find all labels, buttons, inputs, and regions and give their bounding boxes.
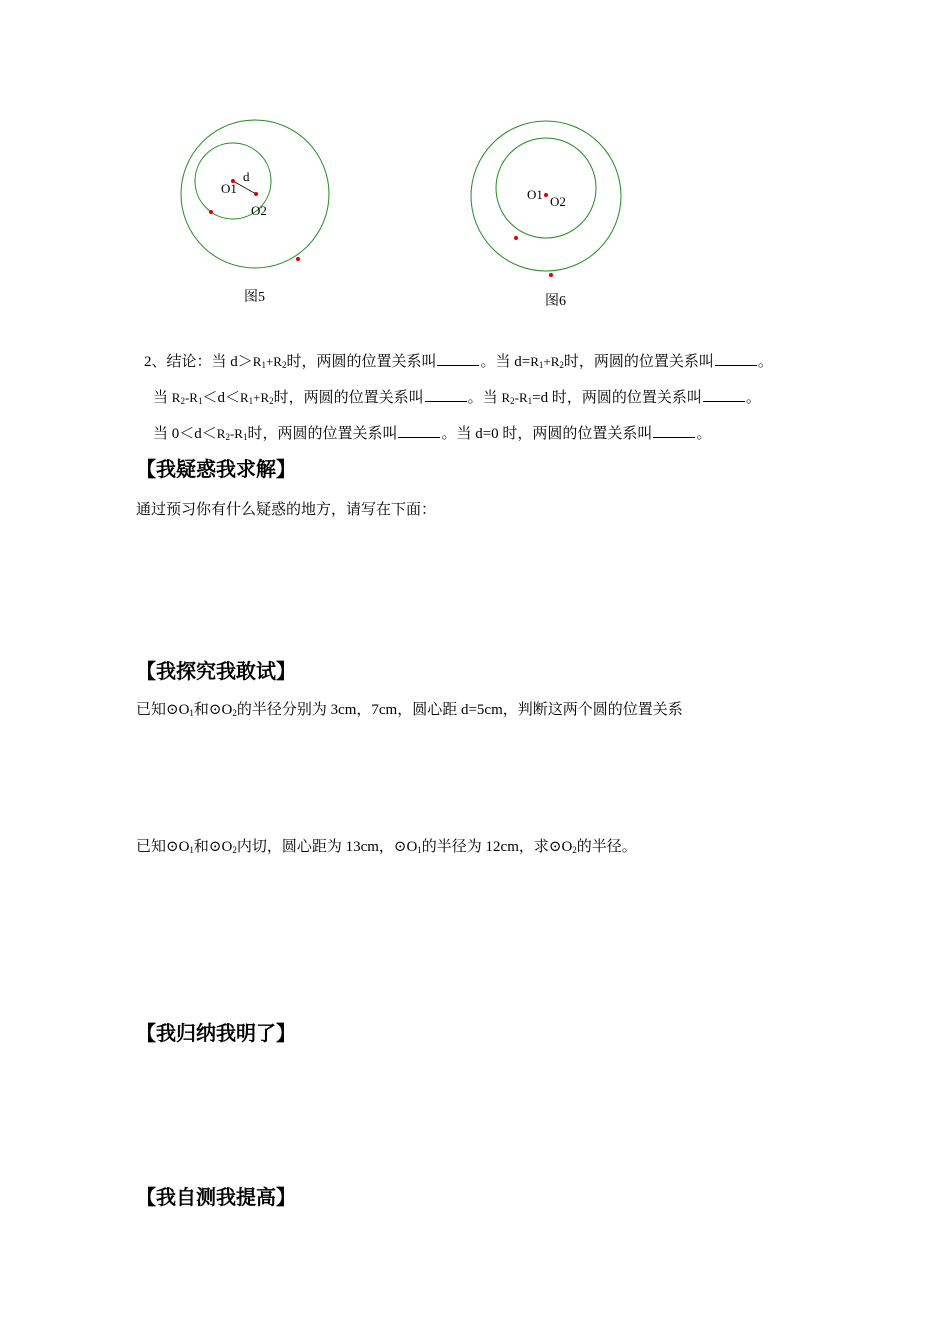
sym: R: [171, 390, 181, 405]
text: ＜d＜: [202, 390, 240, 406]
sub: 2: [572, 845, 577, 855]
text: 已知⊙O: [136, 839, 190, 855]
sub: 1: [261, 360, 266, 370]
sym: R: [501, 390, 511, 405]
text: 时，两圆的位置关系叫: [273, 390, 424, 406]
section-title-selftest: 【我自测我提高】: [136, 1185, 296, 1209]
fig5-caption: 图5: [244, 290, 265, 305]
answer-blank[interactable]: [703, 387, 745, 402]
sub: 1: [248, 396, 254, 406]
text: 时，两圆的位置关系叫: [286, 354, 437, 370]
text: 当 0＜d＜: [153, 426, 217, 442]
text: 2、结论：当 d＞: [144, 354, 253, 370]
fig5-label-d: d: [243, 169, 250, 184]
text: 。: [696, 426, 712, 442]
text: 当: [153, 390, 169, 406]
text: 的半径。: [576, 839, 637, 855]
figure-6: [460, 110, 630, 285]
answer-blank[interactable]: [715, 351, 757, 366]
sym: R: [518, 390, 528, 405]
sym: R: [273, 354, 282, 369]
fig6-label-o2: O2: [550, 194, 566, 209]
sym: -: [184, 390, 190, 405]
sym: R: [530, 354, 539, 369]
text: 已知⊙O: [136, 702, 190, 718]
conclusion-line-3: [153, 423, 711, 444]
conclusion-line-2: [153, 387, 761, 408]
text: 。: [745, 390, 761, 406]
sym: R: [550, 354, 560, 369]
sym: -: [229, 426, 235, 441]
sub: 1: [417, 845, 422, 855]
sub: 1: [197, 396, 203, 406]
fig6-inner-circle: [496, 138, 596, 238]
sub: 1: [527, 396, 533, 406]
text: 和⊙O: [193, 702, 233, 718]
answer-blank[interactable]: [437, 351, 479, 366]
sub: 1: [189, 708, 194, 718]
text: 时，两圆的位置关系叫: [247, 426, 398, 442]
section-title-summary: 【我归纳我明了】: [136, 1021, 296, 1045]
fig5-label-o2: O2: [251, 203, 267, 218]
sym: R: [234, 426, 243, 441]
section-title-doubt: 【我疑惑我求解】: [136, 457, 296, 481]
fig5-point-tangent-a: [209, 210, 213, 214]
section-title-explore: 【我探究我敢试】: [136, 659, 296, 683]
text: 。: [757, 354, 773, 370]
fig5-point-o2: [254, 192, 258, 196]
sub: 2: [510, 396, 515, 406]
sub: 1: [189, 845, 194, 855]
text: 的半径为 12cm，求⊙O: [421, 839, 573, 855]
figure-5: [170, 105, 340, 285]
sym: -: [514, 390, 519, 405]
text: 。当: [467, 390, 498, 406]
sym: +: [253, 390, 261, 405]
text: 时，两圆的位置关系叫: [563, 354, 714, 370]
sym: R: [239, 390, 249, 405]
question-2: [136, 837, 637, 857]
fig6-point-center: [544, 193, 548, 197]
fig6-label-o1: O1: [527, 187, 543, 202]
text: 的半径分别为 3cm，7cm，圆心距 d=5cm，判断这两个圆的位置关系: [236, 702, 683, 718]
text: 和⊙O: [193, 839, 233, 855]
doubt-prompt: 通过预习你有什么疑惑的地方，请写在下面：: [136, 502, 437, 518]
fig5-point-tangent-b: [296, 257, 300, 261]
sub: 2: [232, 845, 237, 855]
sub: 2: [281, 360, 287, 370]
fig6-caption: 图6: [545, 294, 566, 309]
answer-blank[interactable]: [425, 387, 467, 402]
text: =d 时，两圆的位置关系叫: [532, 390, 702, 406]
sub: 1: [242, 432, 248, 442]
answer-blank[interactable]: [398, 423, 440, 438]
text: 。当 d=0 时，两圆的位置关系叫: [441, 426, 653, 442]
sub: 2: [225, 432, 230, 442]
sub: 2: [559, 360, 564, 370]
sub: 2: [232, 708, 237, 718]
conclusion-line-1: [144, 351, 773, 372]
text: 。当 d=: [480, 354, 531, 370]
sym: +: [543, 354, 551, 369]
sym: R: [216, 426, 226, 441]
sym: R: [260, 390, 270, 405]
sub: 1: [538, 360, 544, 370]
sub: 2: [180, 396, 185, 406]
fig6-point-b: [549, 273, 553, 277]
sub: 2: [269, 396, 274, 406]
sym: R: [252, 354, 262, 369]
fig6-point-a: [514, 236, 518, 240]
sym: +: [265, 354, 274, 369]
question-1: [136, 700, 683, 720]
answer-blank[interactable]: [653, 423, 695, 438]
fig5-label-o1: O1: [221, 181, 237, 196]
text: 内切，圆心距为 13cm，⊙O: [236, 839, 418, 855]
sym: R: [189, 390, 198, 405]
